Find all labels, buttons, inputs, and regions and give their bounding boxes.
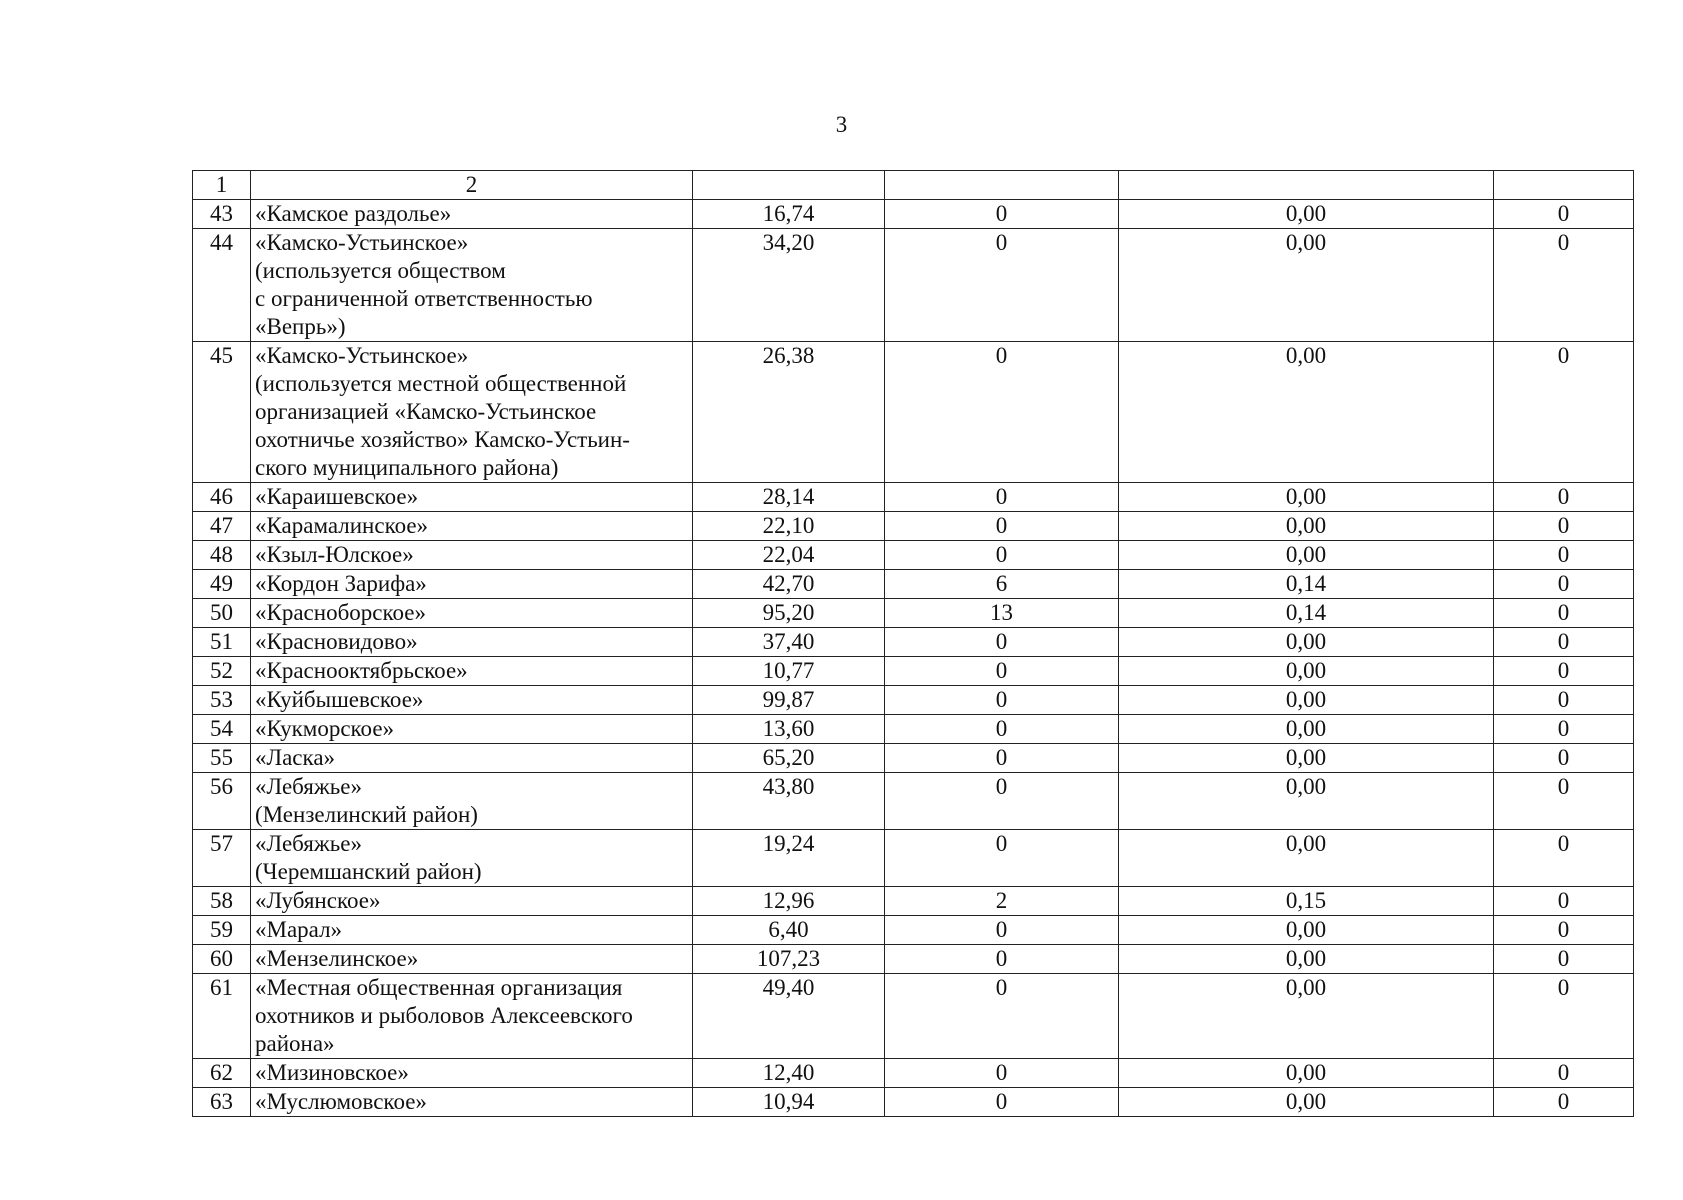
row-number-cell: 53 [193, 686, 251, 715]
name-line: «Камское раздолье» [255, 201, 452, 226]
last-value-cell: 0 [1494, 773, 1634, 830]
area-cell: 19,24 [693, 830, 885, 887]
table-row [193, 229, 1634, 342]
last-value-cell: 0 [1494, 342, 1634, 483]
count-cell: 6 [885, 570, 1119, 599]
area-cell: 22,04 [693, 541, 885, 570]
area-cell: 12,40 [693, 1059, 885, 1088]
density-cell: 0,00 [1119, 483, 1494, 512]
name-line: «Марал» [255, 917, 343, 942]
density-cell: 0,00 [1119, 715, 1494, 744]
row-number-cell: 43 [193, 200, 251, 229]
count-cell: 0 [885, 686, 1119, 715]
count-cell: 0 [885, 974, 1119, 1059]
density-cell: 0,00 [1119, 686, 1494, 715]
table-row [193, 830, 1634, 887]
area-cell: 12,96 [693, 887, 885, 916]
hunting-ground-name-cell [251, 773, 693, 830]
name-line: «Кордон Зарифа» [255, 571, 427, 596]
row-number-cell: 60 [193, 945, 251, 974]
last-value-cell: 0 [1494, 200, 1634, 229]
header-col-1: 1 [193, 171, 251, 200]
count-cell: 0 [885, 483, 1119, 512]
count-cell: 0 [885, 541, 1119, 570]
name-line: ского муниципального района) [255, 455, 559, 480]
table-row [193, 974, 1634, 1059]
last-value-cell: 0 [1494, 599, 1634, 628]
hunting-ground-name-cell [251, 974, 693, 1059]
area-cell: 26,38 [693, 342, 885, 483]
density-cell: 0,00 [1119, 916, 1494, 945]
hunting-ground-name-cell [251, 229, 693, 342]
last-value-cell: 0 [1494, 1088, 1634, 1117]
area-cell: 16,74 [693, 200, 885, 229]
area-cell: 22,10 [693, 512, 885, 541]
density-cell: 0,00 [1119, 830, 1494, 887]
table-row [193, 512, 1634, 541]
header-col-5 [1119, 171, 1494, 200]
row-number-cell: 57 [193, 830, 251, 887]
row-number-cell: 49 [193, 570, 251, 599]
density-cell: 0,00 [1119, 773, 1494, 830]
area-cell: 65,20 [693, 744, 885, 773]
row-number-cell: 59 [193, 916, 251, 945]
density-cell: 0,00 [1119, 1059, 1494, 1088]
row-number-cell: 55 [193, 744, 251, 773]
density-cell: 0,00 [1119, 342, 1494, 483]
density-cell: 0,14 [1119, 570, 1494, 599]
last-value-cell: 0 [1494, 945, 1634, 974]
count-cell: 0 [885, 512, 1119, 541]
area-cell: 10,94 [693, 1088, 885, 1117]
table-row [193, 628, 1634, 657]
table-row [193, 541, 1634, 570]
hunting-ground-name-cell [251, 916, 693, 945]
last-value-cell: 0 [1494, 657, 1634, 686]
name-line: «Мизиновское» [255, 1060, 409, 1085]
table-row [193, 773, 1634, 830]
table-row [193, 483, 1634, 512]
name-line: «Караишевское» [255, 484, 419, 509]
name-line: (Черемшанский район) [255, 859, 482, 884]
row-number-cell: 50 [193, 599, 251, 628]
row-number-cell: 44 [193, 229, 251, 342]
name-line: охотничье хозяйство» Камско-Устьин- [255, 427, 630, 452]
name-line: «Вепрь») [255, 314, 346, 339]
last-value-cell: 0 [1494, 229, 1634, 342]
last-value-cell: 0 [1494, 628, 1634, 657]
table-row [193, 686, 1634, 715]
table-row [193, 715, 1634, 744]
row-number-cell: 45 [193, 342, 251, 483]
name-line: «Камско-Устьинское» [255, 230, 469, 255]
table-row [193, 342, 1634, 483]
name-line: «Ласка» [255, 745, 336, 770]
count-cell: 13 [885, 599, 1119, 628]
name-line: «Местная общественная организация [255, 975, 623, 1000]
last-value-cell: 0 [1494, 744, 1634, 773]
count-cell: 0 [885, 1088, 1119, 1117]
density-cell: 0,00 [1119, 512, 1494, 541]
area-cell: 6,40 [693, 916, 885, 945]
name-line: «Лебяжье» [255, 774, 362, 799]
name-line: «Муслюмовское» [255, 1089, 427, 1114]
count-cell: 0 [885, 657, 1119, 686]
hunting-ground-name-cell [251, 887, 693, 916]
row-number-cell: 56 [193, 773, 251, 830]
density-cell: 0,00 [1119, 628, 1494, 657]
table-row [193, 599, 1634, 628]
hunting-ground-name-cell [251, 1088, 693, 1117]
last-value-cell: 0 [1494, 887, 1634, 916]
row-number-cell: 48 [193, 541, 251, 570]
table-row [193, 570, 1634, 599]
name-line: с ограниченной ответственностью [255, 286, 593, 311]
table-row [193, 1059, 1634, 1088]
hunting-ground-name-cell [251, 1059, 693, 1088]
name-line: «Карамалинское» [255, 513, 429, 538]
count-cell: 0 [885, 945, 1119, 974]
density-cell: 0,00 [1119, 200, 1494, 229]
table-row [193, 200, 1634, 229]
hunting-ground-name-cell [251, 657, 693, 686]
table-row [193, 657, 1634, 686]
table-row [193, 887, 1634, 916]
area-cell: 42,70 [693, 570, 885, 599]
hunting-ground-name-cell [251, 628, 693, 657]
header-col-4 [885, 171, 1119, 200]
count-cell: 2 [885, 887, 1119, 916]
name-line: района» [255, 1031, 335, 1056]
area-cell: 107,23 [693, 945, 885, 974]
row-number-cell: 63 [193, 1088, 251, 1117]
hunting-ground-name-cell [251, 570, 693, 599]
name-line: «Красновидово» [255, 629, 418, 654]
area-cell: 28,14 [693, 483, 885, 512]
density-cell: 0,00 [1119, 945, 1494, 974]
count-cell: 0 [885, 715, 1119, 744]
density-cell: 0,00 [1119, 1088, 1494, 1117]
header-col-3 [693, 171, 885, 200]
area-cell: 95,20 [693, 599, 885, 628]
area-cell: 99,87 [693, 686, 885, 715]
name-line: «Камско-Устьинское» [255, 343, 469, 368]
name-line: «Красноборское» [255, 600, 426, 625]
table-row [193, 744, 1634, 773]
name-line: охотников и рыболовов Алексеевского [255, 1003, 633, 1028]
hunting-ground-name-cell [251, 483, 693, 512]
table-row [193, 916, 1634, 945]
name-line: организацией «Камско-Устьинское [255, 399, 597, 424]
area-cell: 34,20 [693, 229, 885, 342]
count-cell: 0 [885, 229, 1119, 342]
hunting-ground-name-cell [251, 945, 693, 974]
density-cell: 0,14 [1119, 599, 1494, 628]
name-line: (Мензелинский район) [255, 802, 478, 827]
name-line: «Мензелинское» [255, 946, 419, 971]
name-line: «Лубянское» [255, 888, 381, 913]
density-cell: 0,00 [1119, 744, 1494, 773]
name-line: «Куйбышевское» [255, 687, 424, 712]
count-cell: 0 [885, 830, 1119, 887]
header-row [193, 171, 1634, 200]
area-cell: 43,80 [693, 773, 885, 830]
last-value-cell: 0 [1494, 541, 1634, 570]
row-number-cell: 58 [193, 887, 251, 916]
row-number-cell: 62 [193, 1059, 251, 1088]
last-value-cell: 0 [1494, 916, 1634, 945]
row-number-cell: 51 [193, 628, 251, 657]
row-number-cell: 47 [193, 512, 251, 541]
last-value-cell: 0 [1494, 686, 1634, 715]
row-number-cell: 61 [193, 974, 251, 1059]
last-value-cell: 0 [1494, 715, 1634, 744]
table-row [193, 945, 1634, 974]
count-cell: 0 [885, 744, 1119, 773]
hunting-ground-name-cell [251, 200, 693, 229]
area-cell: 13,60 [693, 715, 885, 744]
table-body [193, 171, 1634, 1117]
data-table [192, 170, 1634, 1117]
hunting-ground-name-cell [251, 686, 693, 715]
row-number-cell: 46 [193, 483, 251, 512]
count-cell: 0 [885, 628, 1119, 657]
density-cell: 0,00 [1119, 229, 1494, 342]
hunting-ground-name-cell [251, 715, 693, 744]
area-cell: 49,40 [693, 974, 885, 1059]
row-number-cell: 54 [193, 715, 251, 744]
area-cell: 37,40 [693, 628, 885, 657]
count-cell: 0 [885, 916, 1119, 945]
page-number: 3 [835, 112, 848, 137]
last-value-cell: 0 [1494, 483, 1634, 512]
density-cell: 0,15 [1119, 887, 1494, 916]
header-col-6 [1494, 171, 1634, 200]
hunting-ground-name-cell [251, 541, 693, 570]
header-col-2: 2 [251, 171, 693, 200]
count-cell: 0 [885, 1059, 1119, 1088]
name-line: «Лебяжье» [255, 831, 362, 856]
hunting-ground-name-cell [251, 830, 693, 887]
table-row [193, 1088, 1634, 1117]
name-line: (используется местной общественной [255, 371, 627, 396]
last-value-cell: 0 [1494, 1059, 1634, 1088]
count-cell: 0 [885, 773, 1119, 830]
last-value-cell: 0 [1494, 974, 1634, 1059]
density-cell: 0,00 [1119, 974, 1494, 1059]
density-cell: 0,00 [1119, 657, 1494, 686]
area-cell: 10,77 [693, 657, 885, 686]
name-line: «Кукморское» [255, 716, 395, 741]
hunting-ground-name-cell [251, 599, 693, 628]
name-line: (используется обществом [255, 258, 506, 283]
density-cell: 0,00 [1119, 541, 1494, 570]
count-cell: 0 [885, 200, 1119, 229]
row-number-cell: 52 [193, 657, 251, 686]
last-value-cell: 0 [1494, 570, 1634, 599]
name-line: «Краснооктябрьское» [255, 658, 468, 683]
count-cell: 0 [885, 342, 1119, 483]
hunting-ground-name-cell [251, 342, 693, 483]
hunting-ground-name-cell [251, 744, 693, 773]
last-value-cell: 0 [1494, 512, 1634, 541]
name-line: «Кзыл-Юлское» [255, 542, 414, 567]
hunting-ground-name-cell [251, 512, 693, 541]
last-value-cell: 0 [1494, 830, 1634, 887]
